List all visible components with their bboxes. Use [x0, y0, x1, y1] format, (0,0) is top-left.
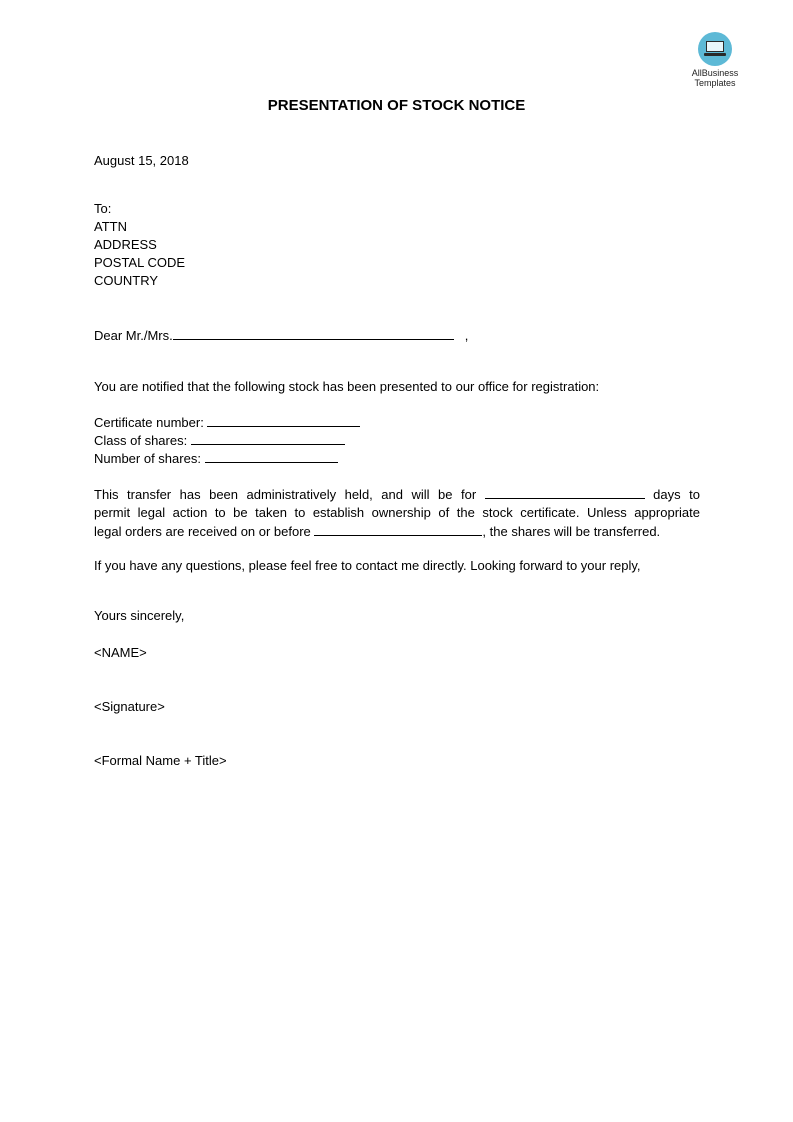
logo-text — [683, 68, 747, 88]
class-of-shares-blank[interactable] — [191, 431, 345, 445]
class-of-shares-line — [94, 431, 345, 450]
name-blank[interactable] — [173, 326, 454, 340]
transfer-row-3 — [94, 522, 700, 541]
recipient-to: To: — [94, 201, 112, 216]
recipient-attn: ATTN — [94, 219, 127, 234]
days-blank[interactable] — [485, 485, 645, 499]
salutation-prefix: Dear Mr./Mrs. — [94, 328, 173, 343]
salutation — [94, 326, 468, 345]
contact-text: If you have any questions, please feel free to contact me directly. Looking forward to your reply, — [94, 558, 641, 573]
recipient-address: ADDRESS — [94, 237, 157, 252]
company-logo — [683, 32, 747, 88]
transfer-row-1 — [94, 485, 700, 504]
transfer-paragraph — [94, 485, 700, 541]
number-of-shares-blank[interactable] — [205, 449, 338, 463]
number-of-shares-label: Number of shares: — [94, 451, 201, 466]
certificate-number-label: Certificate number: — [94, 415, 204, 430]
transfer-text-1: This transfer has been administratively held, and will be for — [94, 487, 477, 502]
closing-text: Yours sincerely, — [94, 608, 185, 623]
letter-date: August 15, 2018 — [94, 153, 189, 168]
recipient-country: COUNTRY — [94, 273, 159, 288]
number-of-shares-line — [94, 449, 338, 468]
certificate-number-blank[interactable] — [207, 413, 360, 427]
recipient-postal-code: POSTAL CODE — [94, 255, 186, 270]
signature-placeholder: <Signature> — [94, 699, 165, 714]
transfer-text-4: , the shares will be transferred. — [482, 524, 661, 539]
date-blank[interactable] — [314, 522, 482, 536]
laptop-icon — [698, 32, 732, 66]
transfer-row-2: permit legal action to be taken to establish ownership of the stock certificate. Unless appropriate — [94, 505, 700, 520]
logo-line-1: AllBusiness — [691, 68, 739, 78]
transfer-text-2: days to — [653, 487, 700, 502]
formal-name-placeholder: <Formal Name + Title> — [94, 753, 227, 768]
transfer-text-3: legal orders are received on or before — [94, 524, 311, 539]
document-title: PRESENTATION OF STOCK NOTICE — [267, 97, 526, 114]
salutation-suffix: , — [464, 328, 469, 343]
name-placeholder: <NAME> — [94, 645, 147, 660]
intro-text: You are notified that the following stock has been presented to our office for registration: — [94, 379, 600, 394]
class-of-shares-label: Class of shares: — [94, 433, 188, 448]
logo-line-2: Templates — [694, 78, 736, 88]
certificate-number-line — [94, 413, 360, 432]
